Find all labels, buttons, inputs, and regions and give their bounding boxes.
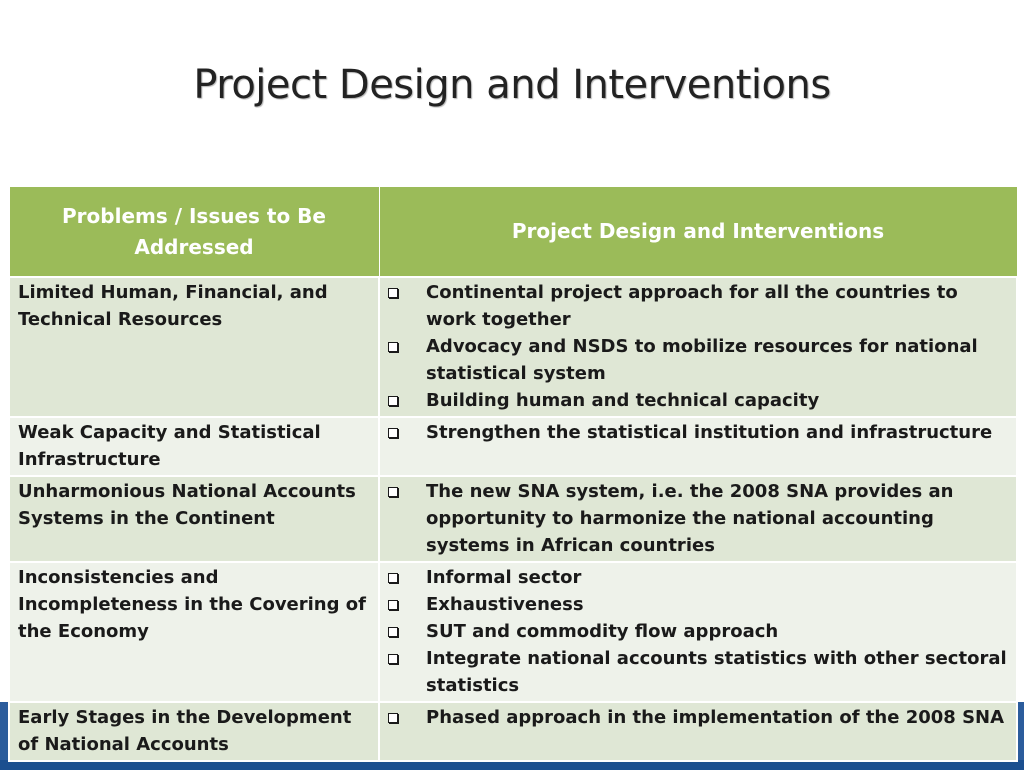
interventions-cell [379, 562, 1017, 702]
list-item [388, 419, 1008, 446]
header-problems: Problems / Issues to Be Addressed [9, 187, 379, 278]
interventions-cell [379, 277, 1017, 417]
hollow-square-bullet-icon [388, 288, 398, 298]
table-row [9, 562, 1017, 702]
interventions-list [388, 478, 1008, 559]
hollow-square-bullet-icon [388, 600, 398, 610]
list-item [388, 591, 1008, 618]
table-row [9, 417, 1017, 476]
hollow-square-bullet-icon [388, 342, 398, 352]
intervention-text: Integrate national accounts statistics with other sectoral statistics [426, 648, 1007, 696]
interventions-cell [379, 476, 1017, 562]
hollow-square-bullet-icon [388, 573, 398, 583]
interventions-list [388, 704, 1008, 731]
list-item [388, 564, 1008, 591]
problem-cell: Unharmonious National Accounts Systems in the Continent [9, 476, 379, 562]
problem-cell: Weak Capacity and Statistical Infrastructure [9, 417, 379, 476]
hollow-square-bullet-icon [388, 713, 398, 723]
intervention-text: Exhaustiveness [426, 594, 584, 615]
hollow-square-bullet-icon [388, 627, 398, 637]
intervention-text: Continental project approach for all the countries to work together [426, 282, 958, 330]
table-row [9, 476, 1017, 562]
intervention-text: Phased approach in the implementation of the 2008 SNA [426, 707, 1005, 728]
hollow-square-bullet-icon [388, 654, 398, 664]
problems-interventions-table [8, 186, 1018, 762]
hollow-square-bullet-icon [388, 487, 398, 497]
interventions-cell [379, 702, 1017, 761]
slide-title: Project Design and Interventions [193, 62, 831, 108]
intervention-text: Building human and technical capacity [426, 390, 820, 411]
list-item [388, 704, 1008, 731]
list-item [388, 645, 1008, 699]
interventions-list [388, 564, 1008, 699]
intervention-text: Strengthen the statistical institution and infrastructure [426, 422, 993, 443]
list-item [388, 618, 1008, 645]
intervention-text: The new SNA system, i.e. the 2008 SNA provides an opportunity to harmonize the national accounting systems in African countries [426, 481, 954, 556]
header-interventions: Project Design and Interventions [379, 187, 1017, 278]
list-item [388, 279, 1008, 333]
problem-cell: Early Stages in the Development of National Accounts [9, 702, 379, 761]
hollow-square-bullet-icon [388, 396, 398, 406]
list-item [388, 387, 1008, 414]
interventions-cell [379, 417, 1017, 476]
list-item [388, 478, 1008, 559]
problem-cell: Inconsistencies and Incompleteness in the Covering of the Economy [9, 562, 379, 702]
table-header-row [9, 187, 1017, 278]
interventions-list [388, 279, 1008, 414]
list-item [388, 333, 1008, 387]
intervention-text: SUT and commodity flow approach [426, 621, 779, 642]
problem-cell: Limited Human, Financial, and Technical Resources [9, 277, 379, 417]
intervention-text: Informal sector [426, 567, 582, 588]
table-row [9, 277, 1017, 417]
table-row [9, 702, 1017, 761]
interventions-list [388, 419, 1008, 446]
intervention-text: Advocacy and NSDS to mobilize resources for national statistical system [426, 336, 978, 384]
hollow-square-bullet-icon [388, 428, 398, 438]
